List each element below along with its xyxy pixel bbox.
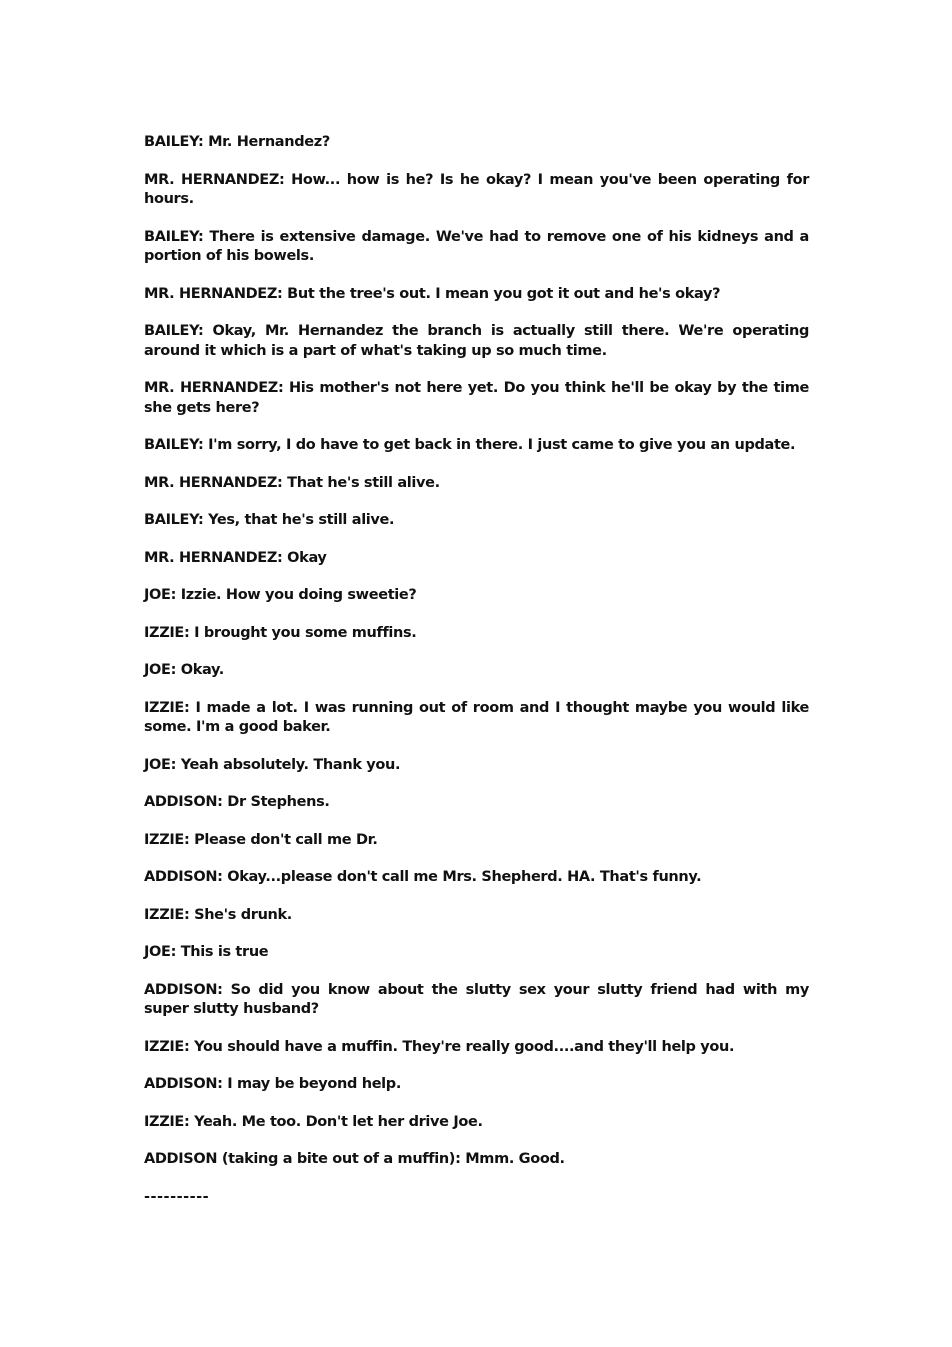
dialogue-line: IZZIE: You should have a muffin. They're really good....and they'll help you.: [144, 1038, 735, 1055]
dialogue-line: MR. HERNANDEZ: His mother's not here yet. Do you think he'll be okay by the time she gets here?: [144, 380, 809, 416]
dialogue-line: BAILEY: There is extensive damage. We've had to remove one of his kidneys and a portion of his bowels.: [144, 228, 809, 264]
dialogue-line: IZZIE: Yeah. Me too. Don't let her drive Joe.: [144, 1113, 483, 1130]
dialogue-line: MR. HERNANDEZ: But the tree's out. I mean you got it out and he's okay?: [144, 285, 721, 302]
dialogue-line: BAILEY: Yes, that he's still alive.: [144, 512, 395, 528]
dialogue-line: IZZIE: I made a lot. I was running out of room and I thought maybe you would like some. I'm a good baker.: [144, 699, 809, 735]
dialogue-line: MR. HERNANDEZ: That he's still alive.: [144, 474, 440, 491]
dialogue-line: IZZIE: I brought you some muffins.: [144, 624, 417, 641]
dialogue-line: ADDISON (taking a bite out of a muffin): Mmm. Good.: [144, 1151, 565, 1167]
dialogue-line: JOE: This is true: [144, 944, 269, 960]
dialogue-line: IZZIE: Please don't call me Dr.: [144, 831, 378, 848]
section-separator: ----------: [144, 1188, 210, 1205]
dialogue-line: BAILEY: Mr. Hernandez?: [144, 134, 330, 150]
transcript-body: [144, 133, 809, 1207]
dialogue-line: IZZIE: She's drunk.: [144, 906, 292, 923]
dialogue-line: MR. HERNANDEZ: How... how is he? Is he okay? I mean you've been operating for hours.: [144, 171, 809, 207]
dialogue-line: BAILEY: Okay, Mr. Hernandez the branch is actually still there. We're operating around it which is a part of what's taking up so much time.: [144, 323, 809, 359]
dialogue-line: ADDISON: So did you know about the slutty sex your slutty friend had with my super slutty husband?: [144, 981, 809, 1017]
dialogue-line: ADDISON: Dr Stephens.: [144, 794, 330, 810]
dialogue-line: JOE: Okay.: [144, 662, 224, 678]
dialogue-line: MR. HERNANDEZ: Okay: [144, 549, 327, 566]
dialogue-line: BAILEY: I'm sorry, I do have to get back in there. I just came to give you an update.: [144, 437, 796, 453]
dialogue-line: JOE: Yeah absolutely. Thank you.: [144, 756, 401, 773]
dialogue-line: ADDISON: Okay...please don't call me Mrs. Shepherd. HA. That's funny.: [144, 869, 702, 885]
dialogue-line: JOE: Izzie. How you doing sweetie?: [144, 587, 417, 603]
dialogue-line: ADDISON: I may be beyond help.: [144, 1076, 401, 1092]
